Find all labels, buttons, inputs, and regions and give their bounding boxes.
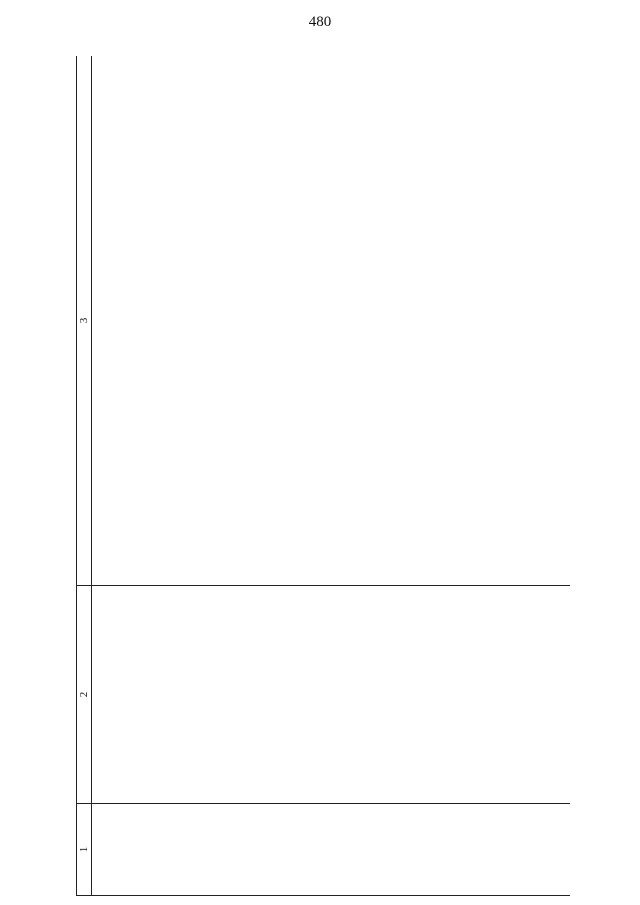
- row-cell-2: [92, 586, 571, 804]
- table-row: [92, 56, 571, 896]
- header-cell-1: 1: [77, 804, 92, 896]
- data-table: [76, 56, 570, 896]
- row-cell-3: [92, 56, 571, 586]
- row-cell-1: [92, 804, 571, 896]
- header-cell-2: 2: [77, 586, 92, 804]
- header-cell-3: 3: [77, 56, 92, 586]
- rotated-table: [76, 56, 570, 896]
- page-number: 480: [308, 14, 332, 30]
- rotated-table-frame: [76, 56, 570, 896]
- table-header-row: [77, 56, 92, 896]
